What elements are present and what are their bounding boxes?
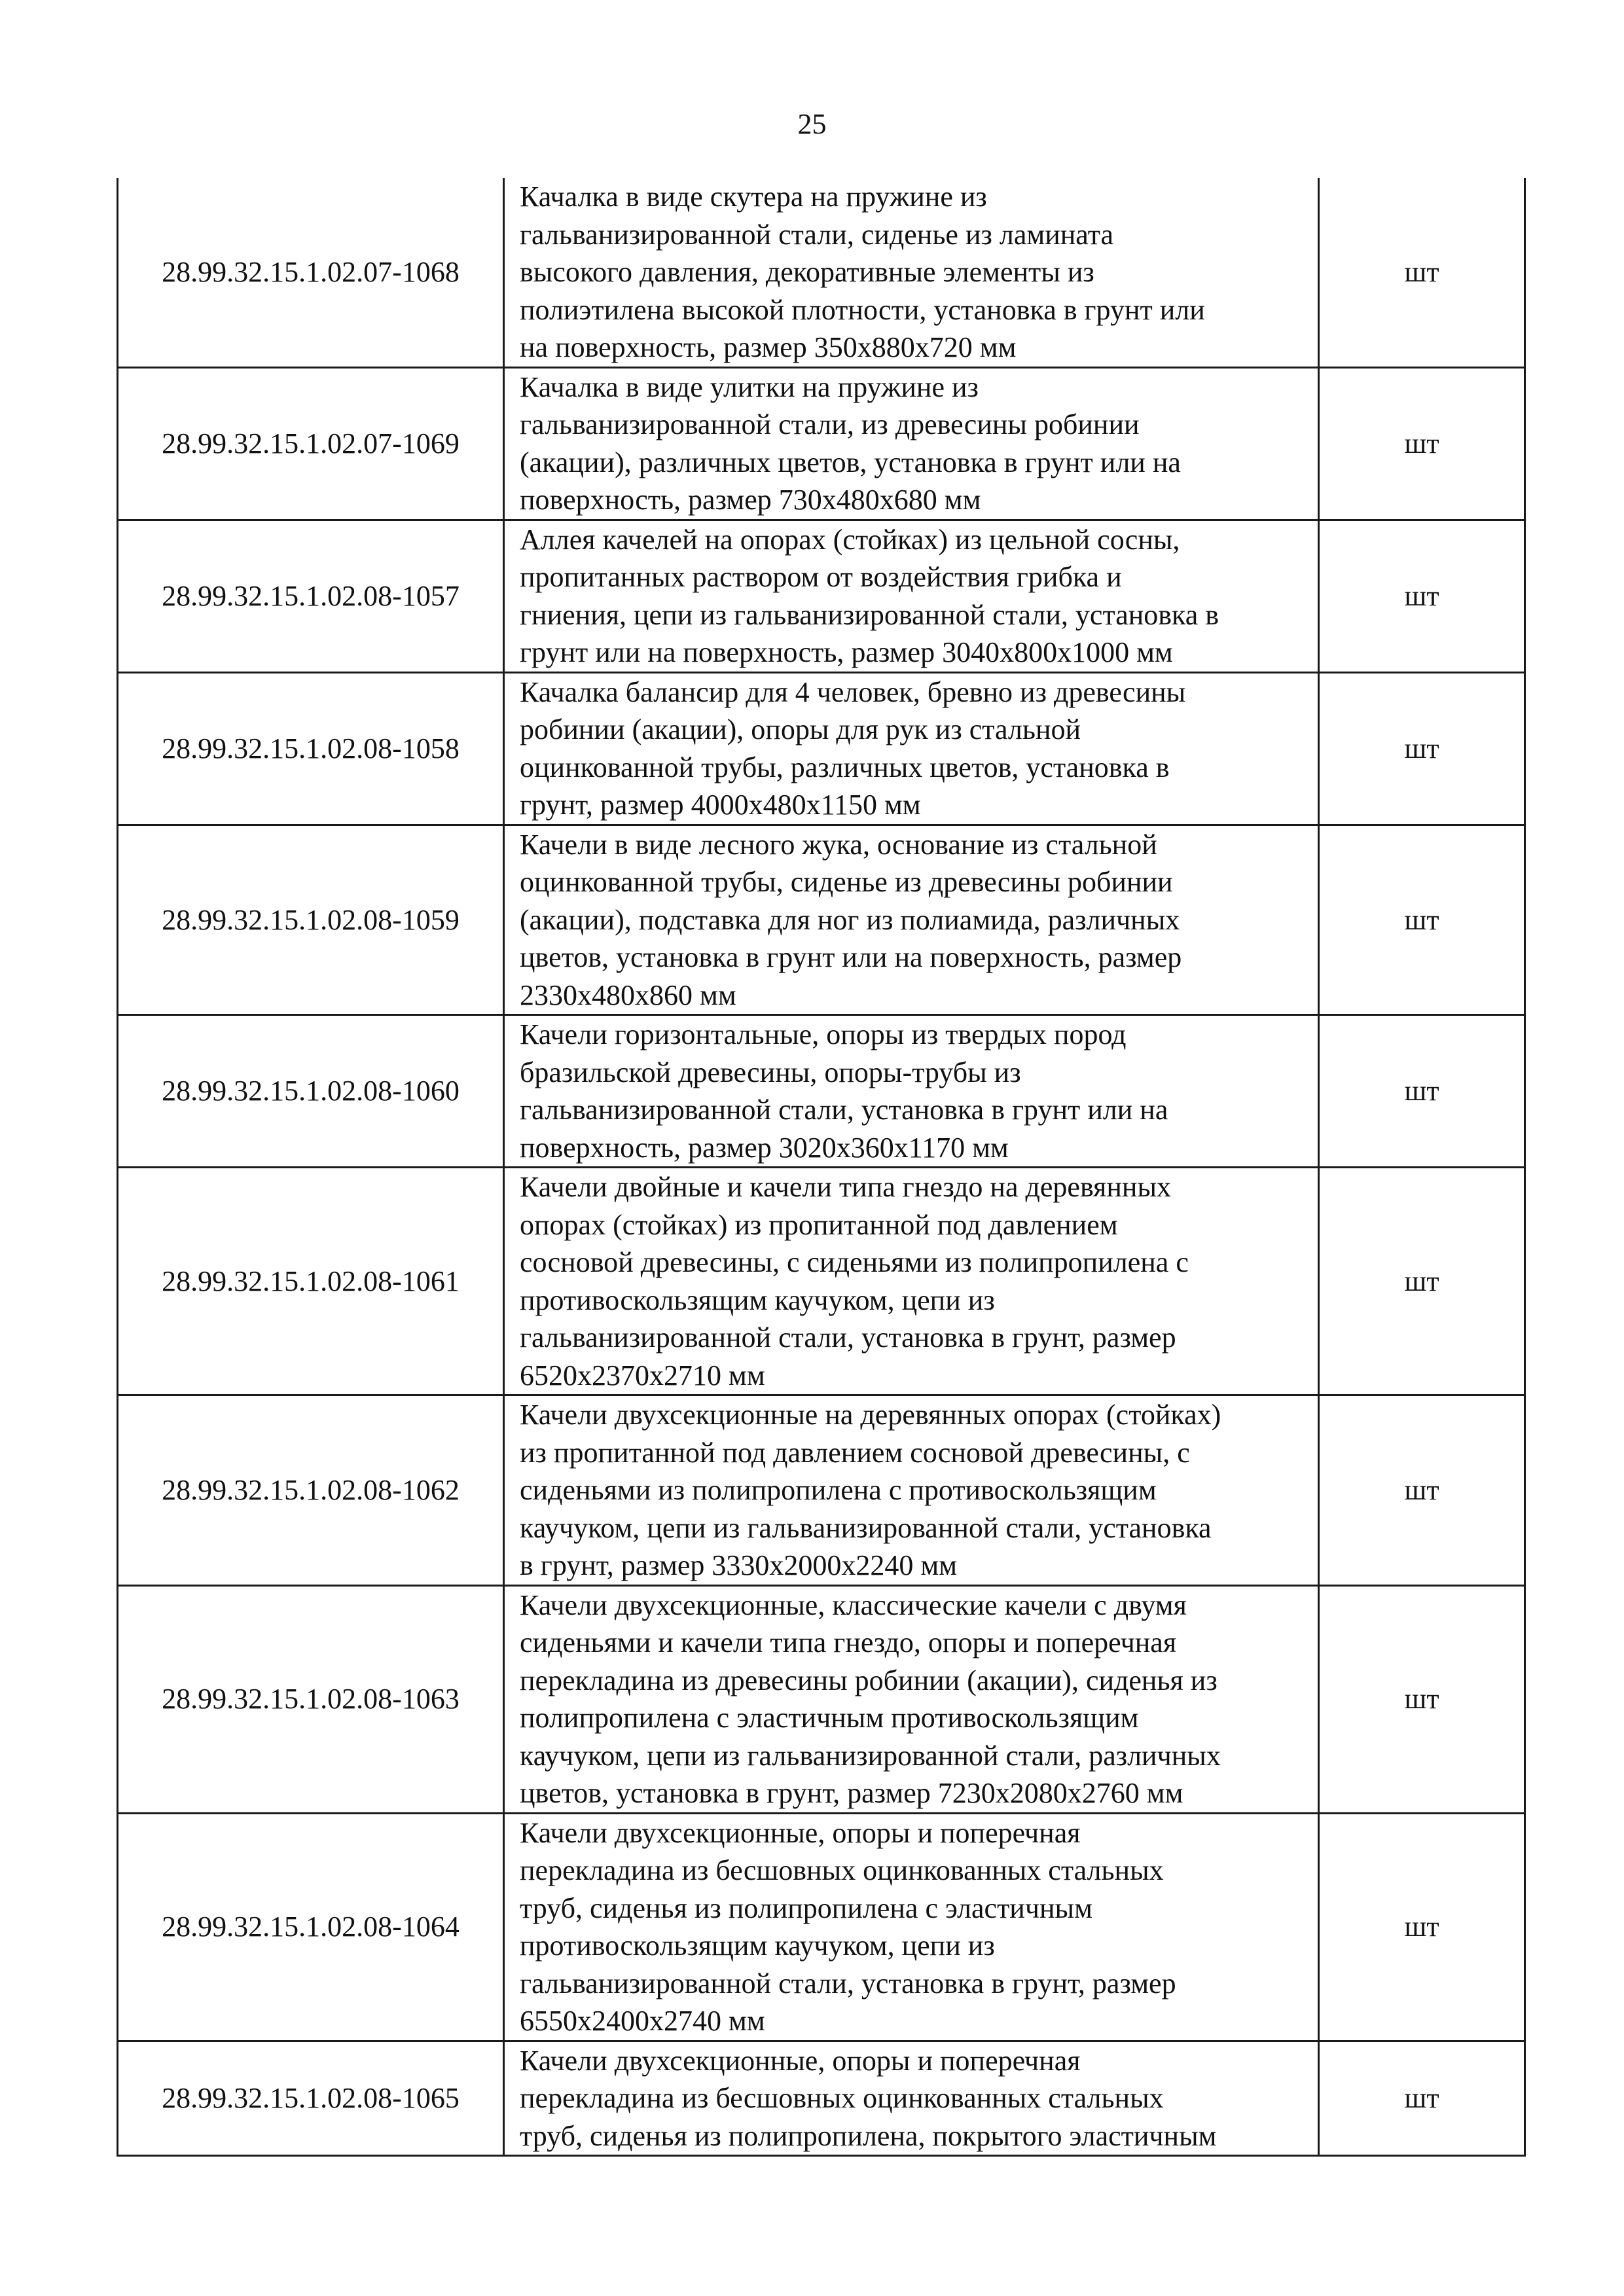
description-line: оцинкованной трубы, сиденье из древесины робинии bbox=[520, 866, 1173, 898]
description-line: робинии (акации), опоры для рук из стальной bbox=[520, 713, 1081, 745]
item-description bbox=[504, 825, 1319, 1015]
item-code: 28.99.32.15.1.02.08-1060 bbox=[118, 1015, 504, 1168]
description-line: противоскользящим каучуком, цепи из bbox=[520, 1929, 995, 1962]
description-line: труб, сиденья из полипропилена с эластичным bbox=[520, 1892, 1092, 1924]
description-line: гальванизированной стали, установка в грунт, размер bbox=[520, 1967, 1176, 2000]
item-unit: шт bbox=[1319, 1395, 1525, 1586]
table-row bbox=[118, 2041, 1525, 2156]
item-description bbox=[504, 367, 1319, 520]
item-description bbox=[504, 1813, 1319, 2041]
description-line: гниения, цепи из гальванизированной стали, установка в bbox=[520, 598, 1219, 631]
description-line: поверхность, размер 730х480х680 мм bbox=[520, 484, 981, 516]
item-description bbox=[504, 520, 1319, 672]
description-line: Качалка в виде скутера на пружине из bbox=[520, 181, 987, 213]
description-line: гальванизированной стали, установка в грунт, размер bbox=[520, 1321, 1176, 1354]
item-code: 28.99.32.15.1.02.08-1062 bbox=[118, 1395, 504, 1586]
table-row bbox=[118, 1813, 1525, 2041]
item-description bbox=[504, 672, 1319, 825]
table-row bbox=[118, 1395, 1525, 1586]
description-line: перекладина из бесшовных оцинкованных стальных bbox=[520, 1854, 1164, 1886]
description-line: Аллея качелей на опорах (стойках) из цельной сосны, bbox=[520, 523, 1180, 556]
description-line: каучуком, цепи из гальванизированной стали, различных bbox=[520, 1739, 1221, 1772]
description-line: 2330х480х860 мм bbox=[520, 978, 736, 1011]
description-line: цветов, установка в грунт или на поверхность, размер bbox=[520, 941, 1182, 973]
item-unit: шт bbox=[1319, 367, 1525, 520]
table-row bbox=[118, 672, 1525, 825]
description-line: высокого давления, декоративные элементы из bbox=[520, 256, 1094, 288]
item-code: 28.99.32.15.1.02.08-1057 bbox=[118, 520, 504, 672]
description-line: труб, сиденья из полипропилена, покрытого эластичным bbox=[520, 2119, 1217, 2152]
description-line: (акации), различных цветов, установка в грунт или на bbox=[520, 446, 1181, 478]
description-line: бразильской древесины, опоры-трубы из bbox=[520, 1056, 1021, 1088]
table-row bbox=[118, 178, 1525, 367]
item-code: 28.99.32.15.1.02.07-1068 bbox=[118, 178, 504, 367]
description-line: опорах (стойках) из пропитанной под давлением bbox=[520, 1208, 1118, 1241]
description-line: перекладина из бесшовных оцинкованных стальных bbox=[520, 2082, 1164, 2114]
item-unit: шт bbox=[1319, 672, 1525, 825]
item-description bbox=[504, 2041, 1319, 2156]
item-code: 28.99.32.15.1.02.08-1058 bbox=[118, 672, 504, 825]
description-line: Качели двойные и качели типа гнездо на деревянных bbox=[520, 1171, 1172, 1203]
description-line: поверхность, размер 3020х360х1170 мм bbox=[520, 1131, 1009, 1164]
catalog-table bbox=[117, 178, 1526, 2157]
item-unit: шт bbox=[1319, 1813, 1525, 2041]
item-unit: шт bbox=[1319, 178, 1525, 367]
description-line: (акации), подставка для ног из полиамида, различных bbox=[520, 903, 1180, 936]
description-line: перекладина из древесины робинии (акации), сиденья из bbox=[520, 1664, 1218, 1696]
description-line: Качели в виде лесного жука, основание из стальной bbox=[520, 828, 1157, 861]
item-unit: шт bbox=[1319, 520, 1525, 672]
item-description bbox=[504, 1015, 1319, 1168]
description-line: гальванизированной стали, установка в грунт или на bbox=[520, 1094, 1168, 1126]
table-row bbox=[118, 1585, 1525, 1813]
description-line: 6520х2370х2710 мм bbox=[520, 1359, 765, 1391]
table-row bbox=[118, 1015, 1525, 1168]
item-code: 28.99.32.15.1.02.08-1064 bbox=[118, 1813, 504, 2041]
description-line: 6550х2400х2740 мм bbox=[520, 2005, 765, 2037]
description-line: полипропилена с эластичным противоскользящим bbox=[520, 1702, 1139, 1734]
item-code: 28.99.32.15.1.02.08-1063 bbox=[118, 1585, 504, 1813]
description-line: на поверхность, размер 350х880х720 мм bbox=[520, 331, 1017, 363]
description-line: Качели двухсекционные на деревянных опорах (стойках) bbox=[520, 1399, 1221, 1431]
item-code: 28.99.32.15.1.02.08-1061 bbox=[118, 1168, 504, 1395]
item-code: 28.99.32.15.1.02.07-1069 bbox=[118, 367, 504, 520]
description-line: Качели горизонтальные, опоры из твердых пород bbox=[520, 1018, 1127, 1050]
item-unit: шт bbox=[1319, 825, 1525, 1015]
description-line: грунт, размер 4000х480х1150 мм bbox=[520, 789, 921, 821]
description-line: противоскользящим каучуком, цепи из bbox=[520, 1283, 995, 1316]
description-line: сиденьями из полипропилена с противоскользящим bbox=[520, 1474, 1157, 1506]
description-line: гальванизированной стали, из древесины робинии bbox=[520, 408, 1140, 440]
description-line: из пропитанной под давлением сосновой древесины, с bbox=[520, 1436, 1190, 1469]
catalog-table-body bbox=[118, 178, 1525, 2156]
item-code: 28.99.32.15.1.02.08-1059 bbox=[118, 825, 504, 1015]
item-code: 28.99.32.15.1.02.08-1065 bbox=[118, 2041, 504, 2156]
description-line: грунт или на поверхность, размер 3040х800х1000 мм bbox=[520, 636, 1173, 668]
item-unit: шт bbox=[1319, 1585, 1525, 1813]
description-line: каучуком, цепи из гальванизированной стали, установка bbox=[520, 1511, 1212, 1544]
item-description bbox=[504, 1585, 1319, 1813]
description-line: пропитанных раствором от воздействия грибка и bbox=[520, 561, 1122, 593]
description-line: оцинкованной трубы, различных цветов, установка в bbox=[520, 751, 1170, 783]
item-description bbox=[504, 1168, 1319, 1395]
description-line: гальванизированной стали, сиденье из ламината bbox=[520, 218, 1113, 251]
item-unit: шт bbox=[1319, 1015, 1525, 1168]
item-description bbox=[504, 1395, 1319, 1586]
description-line: полиэтилена высокой плотности, установка в грунт или bbox=[520, 293, 1205, 326]
item-description bbox=[504, 178, 1319, 367]
page-number: 25 bbox=[797, 108, 827, 140]
table-row bbox=[118, 520, 1525, 672]
description-line: Качели двухсекционные, классические качели с двумя bbox=[520, 1588, 1187, 1621]
table-row bbox=[118, 825, 1525, 1015]
item-unit: шт bbox=[1319, 2041, 1525, 2156]
description-line: сиденьями и качели типа гнездо, опоры и поперечная bbox=[520, 1626, 1177, 1659]
description-line: Качели двухсекционные, опоры и поперечная bbox=[520, 1816, 1081, 1849]
description-line: сосновой древесины, с сиденьями из полипропилена с bbox=[520, 1246, 1189, 1278]
description-line: цветов, установка в грунт, размер 7230х2080х2760 мм bbox=[520, 1777, 1183, 1809]
description-line: Качалка балансир для 4 человек, бревно из древесины bbox=[520, 675, 1186, 708]
description-line: Качалка в виде улитки на пружине из bbox=[520, 370, 979, 403]
item-unit: шт bbox=[1319, 1168, 1525, 1395]
description-line: Качели двухсекционные, опоры и поперечная bbox=[520, 2044, 1081, 2077]
table-row bbox=[118, 367, 1525, 520]
table-row bbox=[118, 1168, 1525, 1395]
description-line: в грунт, размер 3330х2000х2240 мм bbox=[520, 1549, 958, 1581]
